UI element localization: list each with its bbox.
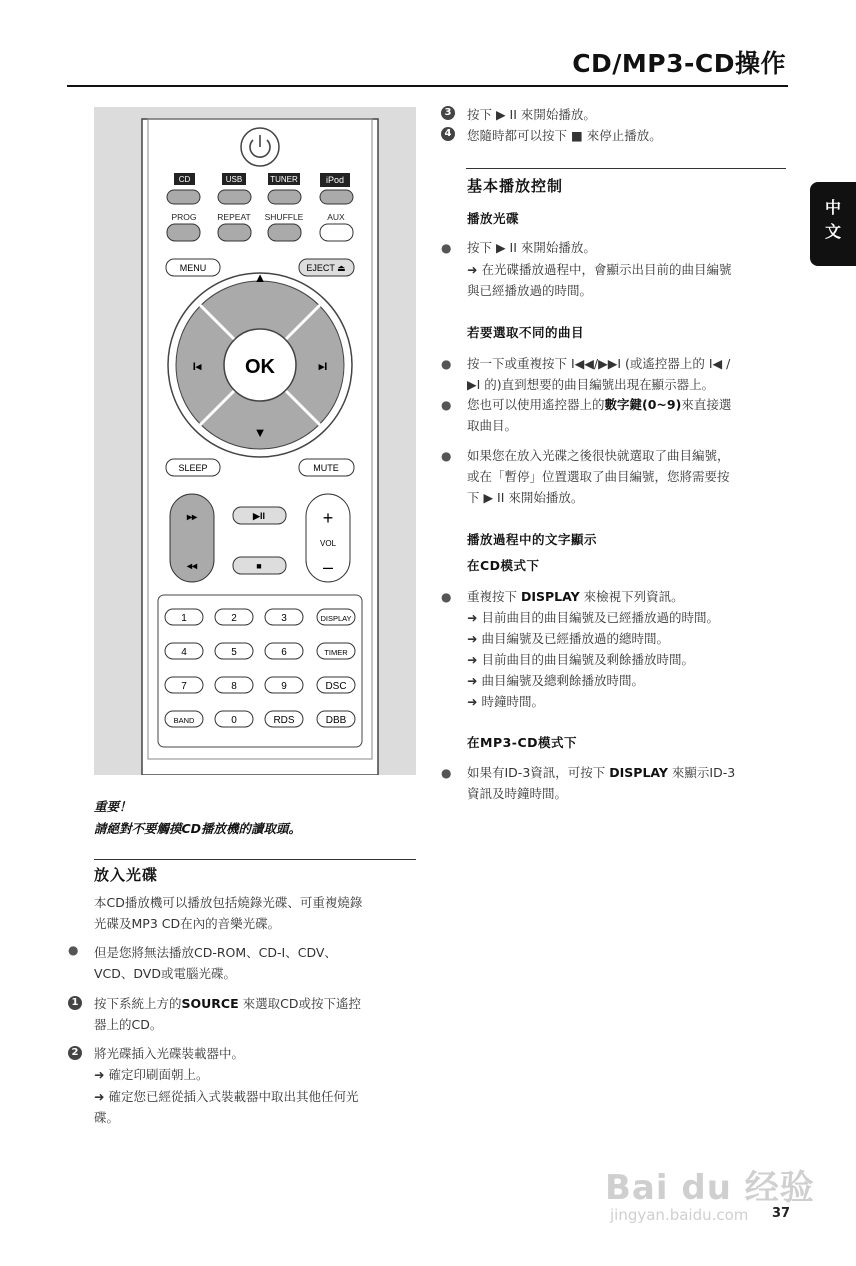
basic-divider [466, 168, 786, 169]
select-3-line-1: 如果您在放入光碟之後很快就選取了曲目編號， [467, 448, 730, 463]
bullet-icon: ● [441, 766, 452, 780]
sleep-label: SLEEP [178, 463, 208, 473]
play-step-2-line-1: ➜ 在光碟播放過程中，會顯示出目前的曲目編號 [467, 262, 732, 277]
step-4-text: 您隨時都可以按下 ■ 來停止播放。 [467, 128, 662, 143]
cd-item: ➜ 曲目編號及總剩餘播放時間。 [467, 673, 644, 688]
fast-forward-icon: ▸▸ [186, 512, 198, 523]
keypad-key-label: 8 [231, 681, 237, 692]
next-track-icon: ▸I [318, 361, 328, 373]
vol-label: VOL [319, 539, 337, 548]
keypad-key-label: 6 [281, 647, 287, 658]
watermark-url: jingyan.baidu.com [610, 1206, 749, 1224]
language-tab [810, 182, 856, 266]
stop-icon: ■ [256, 561, 262, 571]
keypad-key-label: 2 [231, 613, 237, 624]
step-2-sub-2-line-1: ➜ 確定您已經從插入式裝載器中取出其他任何光 [94, 1089, 359, 1104]
bullet-icon: ● [441, 241, 452, 255]
usb-label: USB [225, 175, 243, 184]
page-title: CD/MP3-CD操作 [572, 49, 786, 78]
important-text: 請絕對不要觸摸CD播放機的讀取頭。 [94, 821, 302, 836]
step-1-line-2: 器上的CD。 [94, 1017, 163, 1032]
cd-item: ➜ 曲目編號及已經播放過的總時間。 [467, 631, 669, 646]
keypad-key-label: TIMER [324, 648, 348, 657]
cd-item: ➜ 目前曲目的曲目編號及已經播放過的時間。 [467, 610, 719, 625]
bullet-1-line-1: 但是您將無法播放CD-ROM、CD-I、CDV、 [94, 945, 337, 960]
remote-control-illustration [94, 107, 416, 775]
ipod-label: iPod [325, 175, 345, 185]
cd-item: ➜ 目前曲目的曲目編號及剩餘播放時間。 [467, 652, 694, 667]
step-2-text: 將光碟插入光碟裝載器中。 [94, 1046, 245, 1061]
cd-label: CD [178, 175, 191, 184]
keypad-key-label: 1 [181, 613, 187, 624]
keypad-key-label: DSC [325, 681, 347, 692]
step-1-line-1: 按下系統上方的SOURCE 來選取CD或按下遙控 [94, 996, 361, 1011]
eject-label: EJECT ⏏ [306, 263, 346, 273]
ok-label: OK [245, 356, 275, 378]
keypad-key-label: BAND [173, 716, 195, 725]
basic-playback-title: 基本播放控制 [467, 177, 564, 195]
step-3-number: 3 [441, 106, 455, 120]
select-2-line-1: 您也可以使用遙控器上的數字鍵(0~9)來直接選 [467, 397, 732, 412]
select-3-line-3: 下 ▶ II 來開始播放。 [467, 490, 584, 505]
select-track-title: 若要選取不同的曲目 [467, 325, 585, 340]
language-tab-label: 中文 [824, 198, 841, 241]
step-2-sub-1: ➜ 確定印刷面朝上。 [94, 1067, 209, 1082]
intro-line-2: 光碟及MP3 CD在內的音樂光碟。 [94, 916, 281, 931]
step-2-sub-2-line-2: 碟。 [94, 1110, 120, 1125]
up-arrow-icon: ▲ [253, 270, 267, 285]
mp3-display-line-2: 資訊及時鐘時間。 [467, 786, 568, 801]
mp3-display-line-1: 如果有ID-3資訊，可按下 DISPLAY 來顯示ID-3 [467, 765, 736, 780]
cd-mode-title: 在CD模式下 [467, 558, 540, 573]
down-arrow-icon: ▼ [253, 425, 267, 440]
keypad-key-label: 0 [231, 715, 237, 726]
select-3-line-2: 或在「暫停」位置選取了曲目編號，您將需要按 [467, 469, 730, 484]
play-step-1: 按下 ▶ II 來開始播放。 [467, 240, 596, 255]
bullet-icon: ● [441, 398, 452, 412]
bullet-icon: ● [441, 357, 452, 371]
step-1-number: 1 [68, 996, 82, 1010]
bullet-icon: ● [68, 943, 79, 957]
text-display-title: 播放過程中的文字顯示 [467, 532, 598, 547]
important-title: 重要！ [94, 799, 132, 814]
keypad-key-label: 5 [231, 647, 237, 658]
mp3-mode-title: 在MP3-CD模式下 [467, 735, 578, 750]
bullet-1-line-2: VCD、DVD或電腦光碟。 [94, 966, 236, 981]
intro-line-1: 本CD播放機可以播放包括燒錄光碟、可重複燒錄 [94, 895, 363, 910]
tuner-label: TUNER [270, 175, 298, 184]
step-3-text: 按下 ▶ II 來開始播放。 [467, 107, 596, 122]
bullet-icon: ● [441, 590, 452, 604]
keypad-key-label: DISPLAY [320, 614, 352, 623]
repeat-label: REPEAT [217, 212, 251, 222]
select-2-line-2: 取曲目。 [467, 418, 518, 433]
shuffle-label: SHUFFLE [264, 212, 304, 222]
select-1-line-1: 按一下或重複按下 I◀◀/▶▶I (或遙控器上的 I◀ / [467, 356, 731, 371]
keypad-key-label: 4 [181, 647, 187, 658]
page-number: 37 [772, 1206, 791, 1221]
baidu-watermark: Bai du 经验 [605, 1168, 815, 1208]
select-1-line-2: ▶I 的)直到想要的曲目編號出現在顯示器上。 [467, 377, 715, 392]
section-divider [94, 859, 416, 860]
step-2-number: 2 [68, 1046, 82, 1060]
step-4-number: 4 [441, 127, 455, 141]
mute-label: MUTE [313, 463, 339, 473]
keypad-key-label: 3 [281, 613, 287, 624]
vol-plus-icon: + [322, 508, 334, 528]
play-disc-title: 播放光碟 [467, 211, 520, 226]
bullet-icon: ● [441, 449, 452, 463]
prog-label: PROG [171, 212, 197, 222]
play-pause-icon: ▶II [253, 511, 265, 521]
keypad-key-label: 9 [281, 681, 287, 692]
section-title-load-disc: 放入光碟 [94, 866, 159, 884]
cd-display-line: 重複按下 DISPLAY 來檢視下列資訊。 [467, 589, 684, 604]
play-step-2-line-2: 與已經播放過的時間。 [467, 283, 593, 298]
keypad-key-label: 7 [181, 681, 187, 692]
title-divider [67, 85, 788, 87]
rewind-icon: ◂◂ [186, 561, 198, 572]
cd-item: ➜ 時鐘時間。 [467, 694, 544, 709]
aux-label: AUX [327, 212, 345, 222]
keypad-key-label: RDS [273, 715, 295, 726]
prev-track-icon: I◂ [192, 361, 202, 373]
vol-minus-icon: – [322, 557, 334, 577]
menu-label: MENU [179, 263, 207, 273]
keypad-key-label: DBB [325, 715, 347, 726]
